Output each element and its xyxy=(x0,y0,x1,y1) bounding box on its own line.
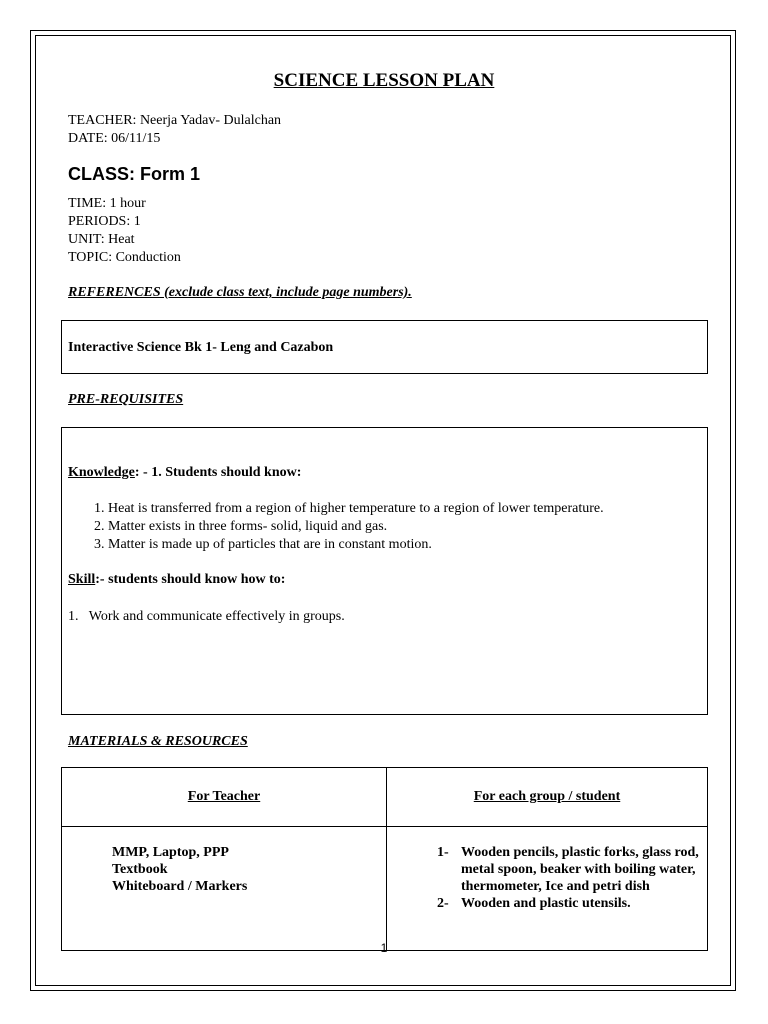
knowledge-item: 3. Matter is made up of particles that are in constant motion. xyxy=(108,536,702,554)
knowledge-heading xyxy=(68,465,301,481)
skill-rest: :- students should know how to: xyxy=(95,572,286,587)
skill-heading xyxy=(68,572,285,588)
time-line: TIME: 1 hour xyxy=(68,196,146,211)
class-heading: CLASS: Form 1 xyxy=(68,164,201,184)
materials-body-row xyxy=(62,827,708,951)
teacher-line: TEACHER: Neerja Yadav- Dulalchan xyxy=(68,113,282,128)
knowledge-item: 1. Heat is transferred from a region of higher temperature to a region of lower temperature. xyxy=(108,500,702,518)
prerequisites-heading: PRE-REQUISITES xyxy=(68,392,184,407)
teacher-material-item: MMP, Laptop, PPP xyxy=(112,845,229,860)
group-item-text: Wooden and plastic utensils. xyxy=(461,896,631,911)
group-material-item xyxy=(437,895,701,912)
date-line: DATE: 06/11/15 xyxy=(68,131,161,146)
knowledge-label: Knowledge xyxy=(68,465,135,480)
group-item-number: 2- xyxy=(437,896,449,911)
knowledge-item: 2. Matter exists in three forms- solid, liquid and gas. xyxy=(108,518,702,536)
teacher-material-item: Textbook xyxy=(112,862,168,877)
prerequisites-box xyxy=(61,427,708,715)
teacher-column-header: For Teacher xyxy=(62,768,387,827)
periods-line: PERIODS: 1 xyxy=(68,214,141,229)
materials-table xyxy=(61,767,708,951)
group-column-header: For each group / student xyxy=(387,768,708,827)
unit-line: UNIT: Heat xyxy=(68,232,135,247)
group-item-text: Wooden pencils, plastic forks, glass rod, metal spoon, beaker with boiling water, thermometer, Ice and petri dish xyxy=(461,845,699,894)
group-material-item xyxy=(437,844,701,895)
references-box xyxy=(61,320,708,374)
knowledge-list-wrap xyxy=(62,500,702,554)
knowledge-rest: : - 1. Students should know: xyxy=(134,465,302,480)
materials-header-row xyxy=(62,768,708,827)
skill-item: 1. Work and communicate effectively in groups. xyxy=(68,609,345,624)
references-heading: REFERENCES (exclude class text, include page numbers). xyxy=(68,285,412,300)
skill-label: Skill xyxy=(68,572,96,587)
topic-line: TOPIC: Conduction xyxy=(68,250,181,265)
document-title: SCIENCE LESSON PLAN xyxy=(273,70,495,91)
group-item-number: 1- xyxy=(437,845,449,860)
teacher-materials-cell xyxy=(62,827,387,951)
knowledge-list xyxy=(62,500,702,554)
teacher-material-item: Whiteboard / Markers xyxy=(112,879,248,894)
materials-heading: MATERIALS & RESOURCES xyxy=(68,734,248,749)
reference-text: Interactive Science Bk 1- Leng and Cazabon xyxy=(68,340,334,355)
page-number: 1 xyxy=(380,941,388,955)
group-materials-cell xyxy=(387,827,708,951)
